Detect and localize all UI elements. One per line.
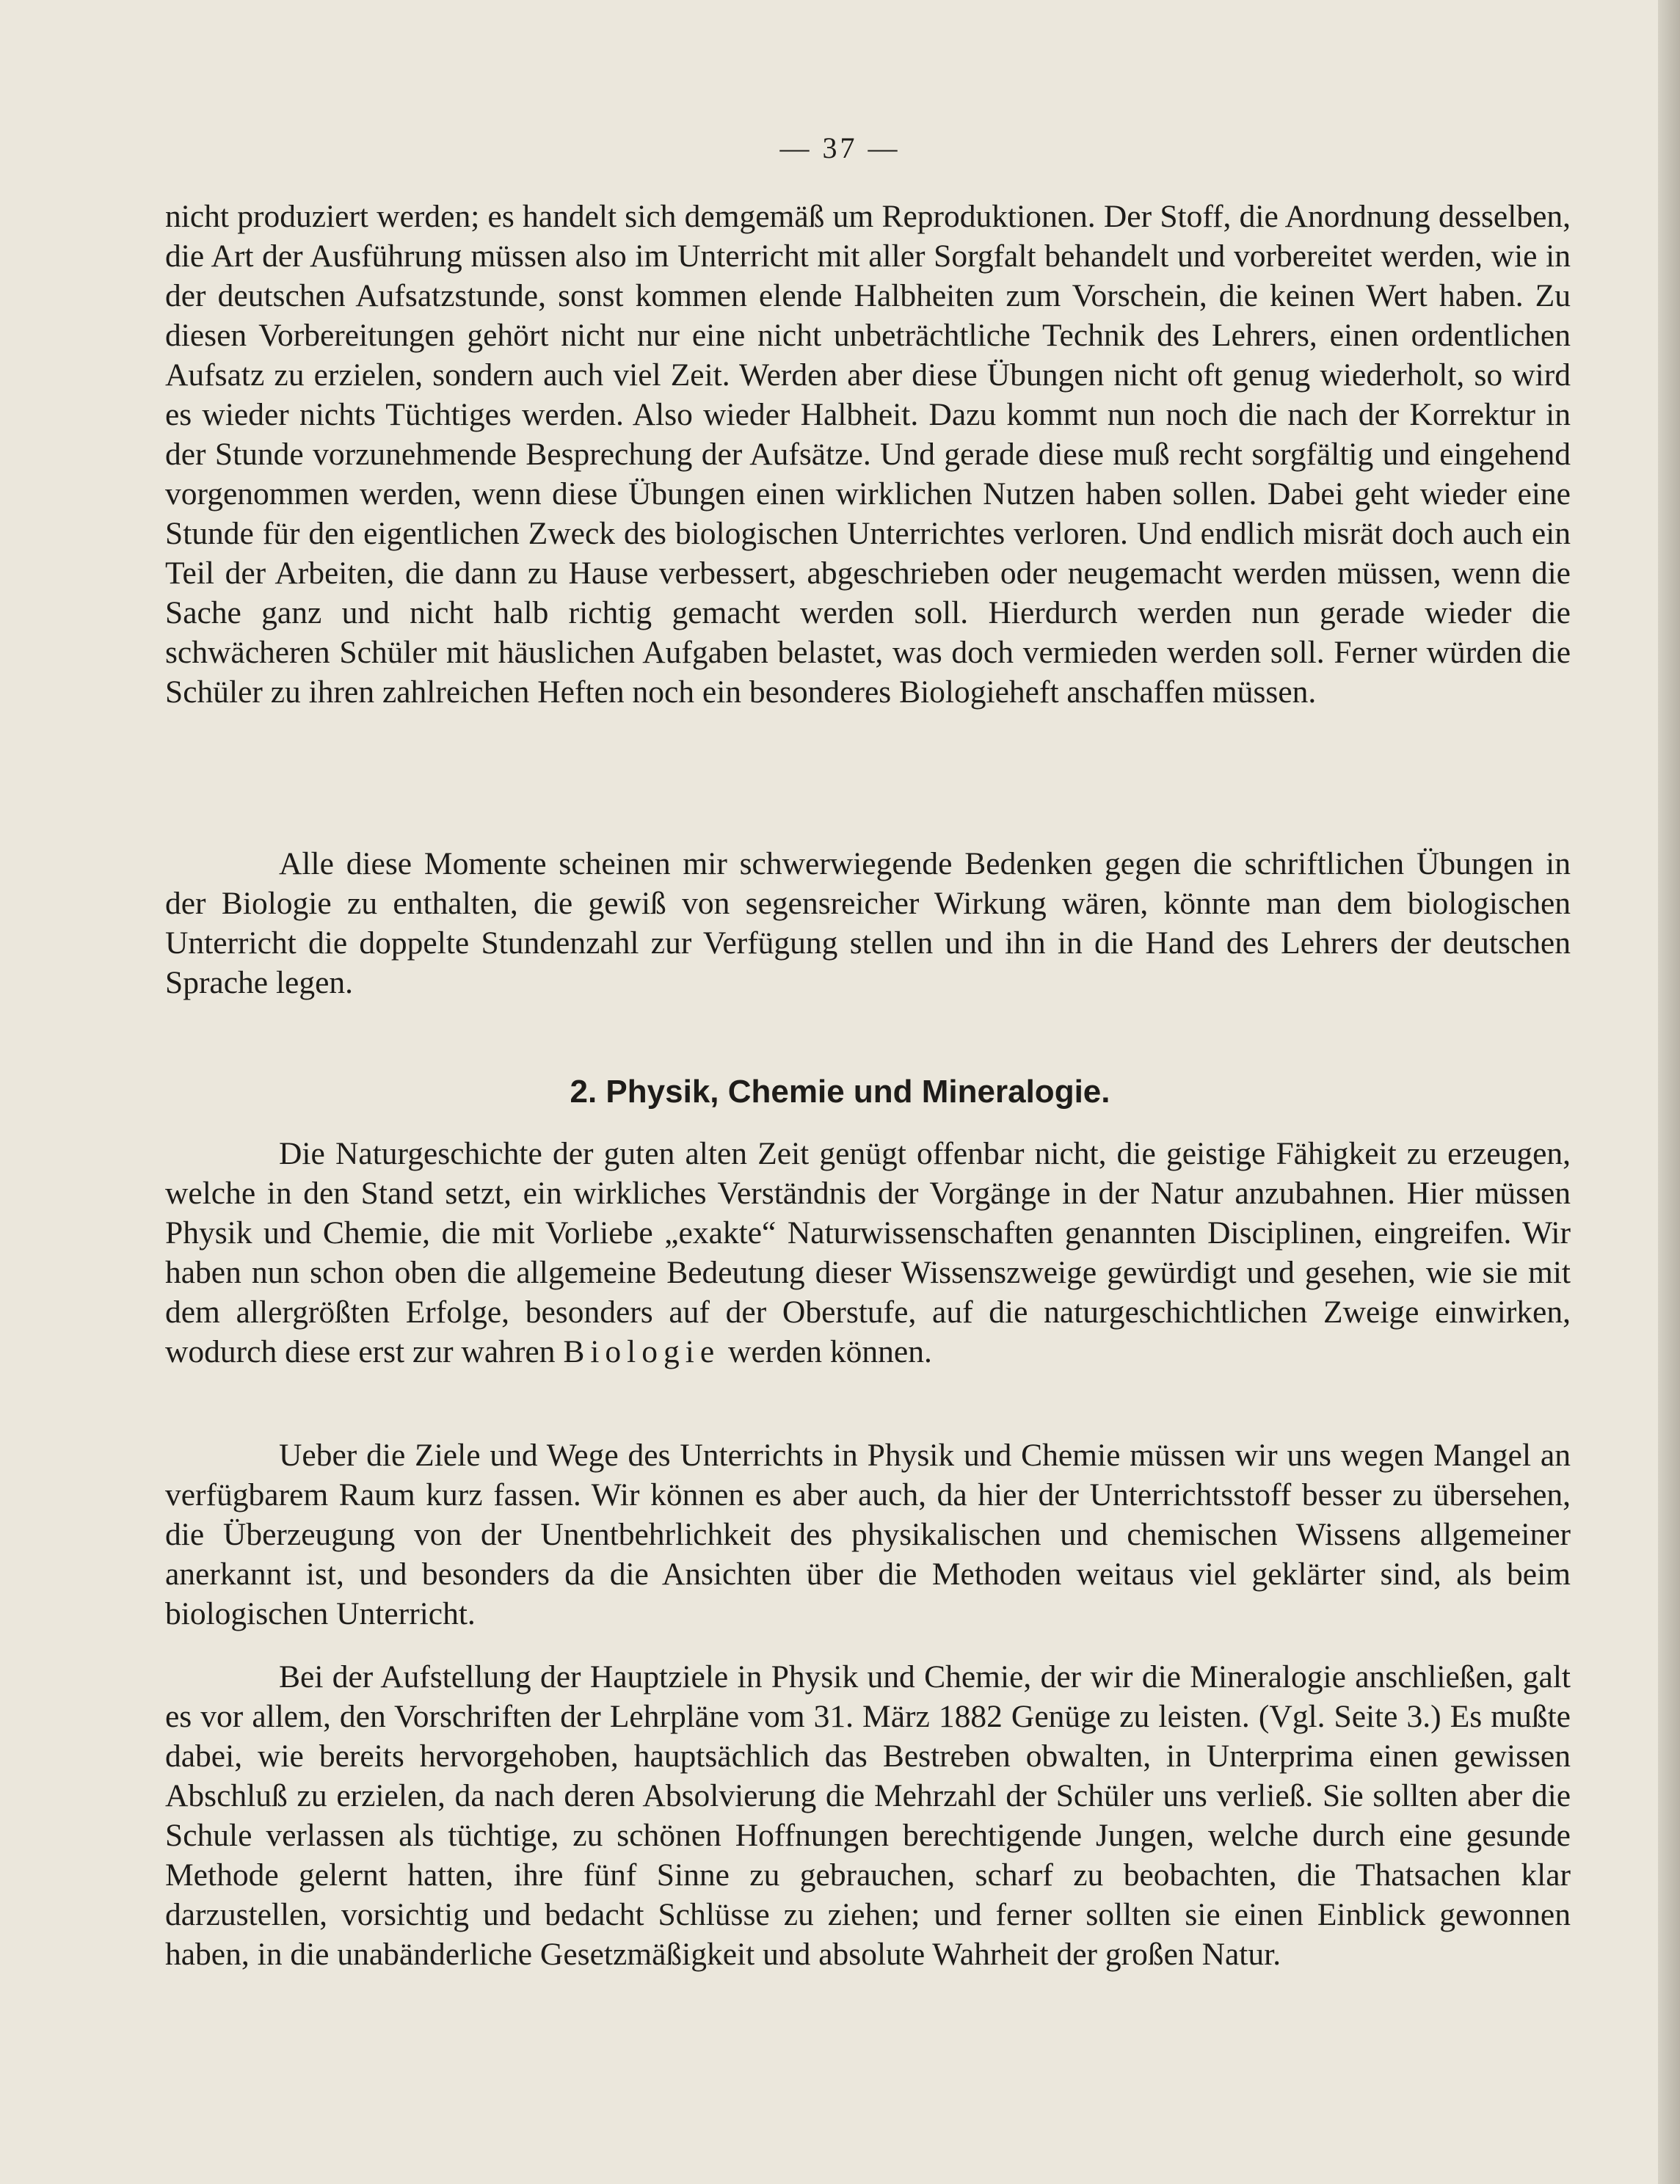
paragraph-1-text: nicht produziert werden; es handelt sich demgemäß um Reproduktionen. Der Stoff, die Anordnung desselben, die Art der Ausführung müssen also im Unterricht mit aller Sorgfalt behandelt und vorbereitet werden, wie in der deutschen Aufsatzstunde, sonst kommen elende Halbheiten zum Vorschein, die keinen Wert haben. Zu diesen Vorbereitungen gehört nicht nur eine nicht unbeträchtliche Technik des Lehrers, einen ordentlichen Aufsatz zu erzielen, sondern auch viel Zeit. Werden aber diese Übungen nicht oft genug wiederholt, so wird es wieder nichts Tüchtiges werden. Also wieder Halbheit. Dazu kommt nun noch die nach der Korrektur in der Stunde vorzunehmende Besprechung der Aufsätze. Und gerade diese muß recht sorgfältig und eingehend vorgenommen werden, wenn diese Übungen einen wirklichen Nutzen haben sollen. Dabei geht wieder eine Stunde für den eigentlichen Zweck des biologischen Unterrichtes verloren. Und endlich misrät doch auch ein Teil der Arbeiten, die dann zu Hause verbessert, abgeschrieben oder neugemacht werden müssen, wenn die Sache ganz und nicht halb richtig gemacht werden soll. Hierdurch werden nun gerade wieder die schwächeren Schüler mit häuslichen Aufgaben belastet, was doch vermieden werden soll. Ferner würden die Schüler zu ihren zahlreichen Heften noch ein besonderes Biologieheft anschaffen müssen. [165, 199, 1571, 710]
paragraph-2-text: Alle diese Momente scheinen mir schwerwiegende Bedenken gegen die schriftlichen Übungen in der Biologie zu enthalten, die gewiß von segensreicher Wirkung wären, könnte man dem biologischen Unterricht die doppelte Stundenzahl zur Verfügung stellen und ihn in die Hand des Lehrers der deutschen Sprache legen. [165, 846, 1571, 1000]
section-heading: 2. Physik, Chemie und Mineralogie. [570, 1074, 1110, 1110]
paragraph-4 [165, 1435, 1571, 1634]
paragraph-3-main: Die Naturgeschichte der guten alten Zeit genügt offenbar nicht, die geistige Fähigkeit zu erzeugen, welche in den Stand setzt, ein wirkliches Verständnis der Vorgänge in der Natur anzubahnen. Hier müssen Physik und Chemie, die mit Vorliebe „exakte“ Naturwissenschaften genannten Disciplinen, eingreifen. Wir haben nun schon oben die allgemeine Bedeutung dieser Wissenszweige gewürdigt und gesehen, wie sie mit dem allergrößten Erfolge, besonders auf der Oberstufe, auf die naturgeschichtlichen Zweige einwirken, wodurch diese erst zur wahren [165, 1136, 1571, 1369]
paragraph-3-text [165, 1134, 1571, 1372]
paragraph-3-spaced-word: Biologie [563, 1334, 721, 1369]
paragraph-5-text: Bei der Aufstellung der Hauptziele in Physik und Chemie, der wir die Mineralogie anschließen, galt es vor allem, den Vorschriften der Lehrpläne vom 31. März 1882 Genüge zu leisten. (Vgl. Seite 3.) Es mußte dabei, wie bereits hervorgehoben, hauptsächlich das Bestreben obwalten, in Unterprima einen gewissen Abschluß zu erzielen, da nach deren Absolvierung die Mehrzahl der Schüler uns verließ. Sie sollten aber die Schule verlassen als tüchtige, zu schönen Hoffnungen berechtigende Jungen, welche durch eine gesunde Methode gelernt hatten, ihre fünf Sinne zu gebrauchen, scharf zu beobachten, die Thatsachen klar darzustellen, vorsichtig und bedacht Schlüsse zu ziehen; und ferner sollten sie einen Einblick gewonnen haben, in die unabänderliche Gesetzmäßigkeit und absolute Wahrheit der großen Natur. [165, 1659, 1571, 1972]
paragraph-2 [165, 844, 1571, 1002]
paragraph-5 [165, 1657, 1571, 1974]
paragraph-3 [165, 1134, 1571, 1372]
paragraph-3-end: werden können. [728, 1334, 932, 1369]
page-number: — 37 — [779, 131, 901, 164]
paragraph-4-text: Ueber die Ziele und Wege des Unterrichts in Physik und Chemie müssen wir uns wegen Mangel an verfügbarem Raum kurz fassen. Wir können es aber auch, da hier der Unterrichtsstoff besser zu übersehen, die Überzeugung von der Unentbehrlichkeit des physikalischen und chemischen Wissens allgemeiner anerkannt ist, und besonders da die Ansichten über die Methoden weitaus viel geklärter sind, als beim biologischen Unterricht. [165, 1438, 1571, 1631]
paragraph-1 [165, 197, 1571, 712]
